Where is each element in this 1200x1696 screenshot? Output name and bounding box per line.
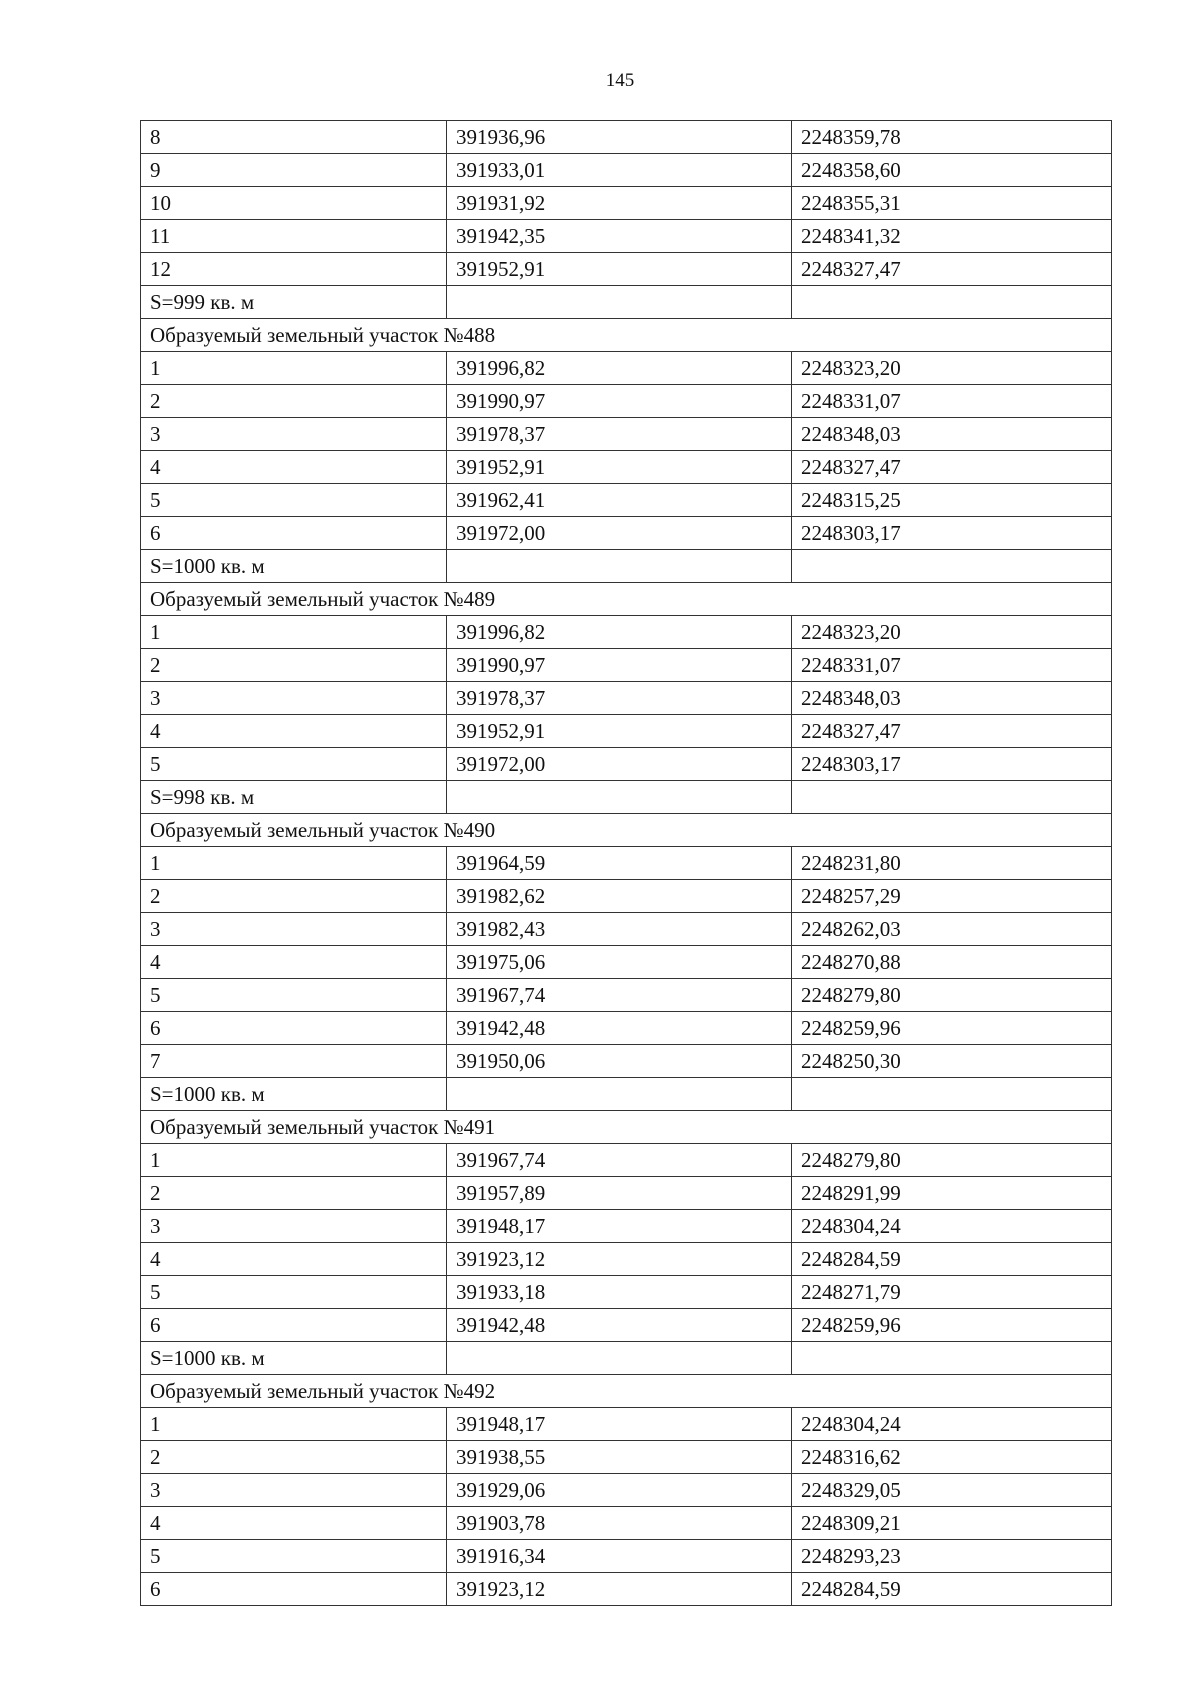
- point-number-cell: 1: [141, 352, 447, 385]
- coordinate-y-cell: 2248348,03: [792, 418, 1112, 451]
- point-row: [141, 1177, 1112, 1210]
- coordinate-x-cell: 391948,17: [447, 1210, 792, 1243]
- coordinate-y-cell: 2248323,20: [792, 352, 1112, 385]
- point-row: [141, 451, 1112, 484]
- point-number-cell: 6: [141, 1573, 447, 1606]
- point-number-cell: 2: [141, 649, 447, 682]
- coordinate-x-cell: 391996,82: [447, 616, 792, 649]
- point-row: [141, 1276, 1112, 1309]
- area-row: [141, 781, 1112, 814]
- point-row: [141, 649, 1112, 682]
- coordinate-x-cell: 391923,12: [447, 1573, 792, 1606]
- coordinate-y-cell: 2248316,62: [792, 1441, 1112, 1474]
- point-row: [141, 979, 1112, 1012]
- coordinate-y-cell: 2248284,59: [792, 1573, 1112, 1606]
- point-row: [141, 187, 1112, 220]
- point-number-cell: 10: [141, 187, 447, 220]
- coordinate-x-cell: 391990,97: [447, 385, 792, 418]
- empty-cell: [447, 1342, 792, 1375]
- point-row: [141, 715, 1112, 748]
- point-number-cell: 1: [141, 1408, 447, 1441]
- coordinates-table: [140, 120, 1112, 1606]
- coordinate-y-cell: 2248309,21: [792, 1507, 1112, 1540]
- coordinate-x-cell: 391931,92: [447, 187, 792, 220]
- empty-cell: [792, 550, 1112, 583]
- land-plot-header-row: [141, 814, 1112, 847]
- area-row: [141, 286, 1112, 319]
- point-number-cell: 6: [141, 1309, 447, 1342]
- point-number-cell: 5: [141, 1276, 447, 1309]
- coordinate-x-cell: 391942,35: [447, 220, 792, 253]
- point-number-cell: 2: [141, 1177, 447, 1210]
- point-number-cell: 3: [141, 1210, 447, 1243]
- point-row: [141, 682, 1112, 715]
- point-number-cell: 4: [141, 946, 447, 979]
- point-number-cell: 5: [141, 1540, 447, 1573]
- point-number-cell: 5: [141, 979, 447, 1012]
- area-cell: S=1000 кв. м: [141, 1342, 447, 1375]
- point-row: [141, 418, 1112, 451]
- point-number-cell: 3: [141, 418, 447, 451]
- coordinate-y-cell: 2248315,25: [792, 484, 1112, 517]
- coordinate-x-cell: 391978,37: [447, 682, 792, 715]
- coordinate-x-cell: 391950,06: [447, 1045, 792, 1078]
- coordinate-y-cell: 2248259,96: [792, 1012, 1112, 1045]
- coordinate-x-cell: 391933,01: [447, 154, 792, 187]
- point-number-cell: 5: [141, 748, 447, 781]
- point-row: [141, 253, 1112, 286]
- point-row: [141, 880, 1112, 913]
- point-row: [141, 1573, 1112, 1606]
- land-plot-title: Образуемый земельный участок №491: [141, 1111, 1112, 1144]
- coordinate-y-cell: 2248331,07: [792, 385, 1112, 418]
- point-row: [141, 517, 1112, 550]
- coordinate-x-cell: 391948,17: [447, 1408, 792, 1441]
- land-plot-title: Образуемый земельный участок №490: [141, 814, 1112, 847]
- coordinate-x-cell: 391975,06: [447, 946, 792, 979]
- point-row: [141, 121, 1112, 154]
- point-number-cell: 4: [141, 715, 447, 748]
- area-row: [141, 1342, 1112, 1375]
- area-row: [141, 1078, 1112, 1111]
- coordinate-x-cell: 391962,41: [447, 484, 792, 517]
- point-row: [141, 847, 1112, 880]
- empty-cell: [447, 781, 792, 814]
- coordinate-y-cell: 2248259,96: [792, 1309, 1112, 1342]
- land-plot-title: Образуемый земельный участок №488: [141, 319, 1112, 352]
- point-number-cell: 4: [141, 1243, 447, 1276]
- point-number-cell: 2: [141, 880, 447, 913]
- empty-cell: [447, 1078, 792, 1111]
- coordinate-x-cell: 391942,48: [447, 1309, 792, 1342]
- empty-cell: [447, 550, 792, 583]
- coordinate-x-cell: 391982,62: [447, 880, 792, 913]
- point-number-cell: 3: [141, 682, 447, 715]
- coordinate-x-cell: 391938,55: [447, 1441, 792, 1474]
- empty-cell: [792, 781, 1112, 814]
- coordinate-x-cell: 391982,43: [447, 913, 792, 946]
- point-row: [141, 1474, 1112, 1507]
- coordinate-y-cell: 2248303,17: [792, 517, 1112, 550]
- coordinate-y-cell: 2248231,80: [792, 847, 1112, 880]
- coordinate-x-cell: 391923,12: [447, 1243, 792, 1276]
- point-number-cell: 4: [141, 1507, 447, 1540]
- area-cell: S=998 кв. м: [141, 781, 447, 814]
- coordinate-x-cell: 391942,48: [447, 1012, 792, 1045]
- point-row: [141, 1012, 1112, 1045]
- point-row: [141, 1507, 1112, 1540]
- point-row: [141, 1540, 1112, 1573]
- area-cell: S=999 кв. м: [141, 286, 447, 319]
- point-row: [141, 220, 1112, 253]
- point-number-cell: 7: [141, 1045, 447, 1078]
- point-row: [141, 1441, 1112, 1474]
- coordinate-x-cell: 391936,96: [447, 121, 792, 154]
- coordinate-x-cell: 391967,74: [447, 1144, 792, 1177]
- point-row: [141, 1045, 1112, 1078]
- point-number-cell: 6: [141, 517, 447, 550]
- coordinate-y-cell: 2248327,47: [792, 715, 1112, 748]
- coordinate-y-cell: 2248279,80: [792, 979, 1112, 1012]
- coordinate-x-cell: 391952,91: [447, 451, 792, 484]
- coordinate-y-cell: 2248270,88: [792, 946, 1112, 979]
- point-number-cell: 3: [141, 1474, 447, 1507]
- point-number-cell: 9: [141, 154, 447, 187]
- point-row: [141, 385, 1112, 418]
- coordinate-y-cell: 2248303,17: [792, 748, 1112, 781]
- point-number-cell: 3: [141, 913, 447, 946]
- coordinate-y-cell: 2248355,31: [792, 187, 1112, 220]
- point-row: [141, 1144, 1112, 1177]
- coordinate-y-cell: 2248304,24: [792, 1210, 1112, 1243]
- point-row: [141, 616, 1112, 649]
- point-row: [141, 1243, 1112, 1276]
- area-cell: S=1000 кв. м: [141, 550, 447, 583]
- area-cell: S=1000 кв. м: [141, 1078, 447, 1111]
- page-number: 145: [605, 70, 635, 91]
- coordinate-x-cell: 391957,89: [447, 1177, 792, 1210]
- point-number-cell: 6: [141, 1012, 447, 1045]
- empty-cell: [792, 286, 1112, 319]
- coordinate-x-cell: 391972,00: [447, 517, 792, 550]
- coordinate-y-cell: 2248291,99: [792, 1177, 1112, 1210]
- point-row: [141, 1309, 1112, 1342]
- coordinate-y-cell: 2248358,60: [792, 154, 1112, 187]
- coordinate-y-cell: 2248262,03: [792, 913, 1112, 946]
- point-row: [141, 352, 1112, 385]
- empty-cell: [792, 1342, 1112, 1375]
- coordinate-y-cell: 2248327,47: [792, 253, 1112, 286]
- point-number-cell: 2: [141, 1441, 447, 1474]
- point-number-cell: 2: [141, 385, 447, 418]
- coordinate-y-cell: 2248284,59: [792, 1243, 1112, 1276]
- coordinate-x-cell: 391978,37: [447, 418, 792, 451]
- coordinate-y-cell: 2248293,23: [792, 1540, 1112, 1573]
- point-number-cell: 12: [141, 253, 447, 286]
- coordinate-x-cell: 391972,00: [447, 748, 792, 781]
- coordinate-x-cell: 391996,82: [447, 352, 792, 385]
- land-plot-header-row: [141, 1111, 1112, 1144]
- coordinate-y-cell: 2248329,05: [792, 1474, 1112, 1507]
- point-row: [141, 1210, 1112, 1243]
- point-row: [141, 913, 1112, 946]
- coordinate-x-cell: 391952,91: [447, 253, 792, 286]
- coordinate-x-cell: 391967,74: [447, 979, 792, 1012]
- point-row: [141, 748, 1112, 781]
- coordinates-table-body: [141, 121, 1112, 1606]
- point-row: [141, 484, 1112, 517]
- coordinate-y-cell: 2248250,30: [792, 1045, 1112, 1078]
- empty-cell: [792, 1078, 1112, 1111]
- land-plot-header-row: [141, 319, 1112, 352]
- area-row: [141, 550, 1112, 583]
- point-number-cell: 5: [141, 484, 447, 517]
- point-row: [141, 946, 1112, 979]
- coordinate-y-cell: 2248348,03: [792, 682, 1112, 715]
- coordinate-x-cell: 391990,97: [447, 649, 792, 682]
- coordinate-y-cell: 2248257,29: [792, 880, 1112, 913]
- point-number-cell: 11: [141, 220, 447, 253]
- land-plot-title: Образуемый земельный участок №492: [141, 1375, 1112, 1408]
- point-number-cell: 1: [141, 1144, 447, 1177]
- land-plot-header-row: [141, 583, 1112, 616]
- coordinate-y-cell: 2248323,20: [792, 616, 1112, 649]
- land-plot-header-row: [141, 1375, 1112, 1408]
- coordinate-x-cell: 391903,78: [447, 1507, 792, 1540]
- coordinate-x-cell: 391964,59: [447, 847, 792, 880]
- coordinate-y-cell: 2248359,78: [792, 121, 1112, 154]
- empty-cell: [447, 286, 792, 319]
- coordinate-y-cell: 2248327,47: [792, 451, 1112, 484]
- coordinate-y-cell: 2248304,24: [792, 1408, 1112, 1441]
- coordinate-y-cell: 2248341,32: [792, 220, 1112, 253]
- coordinate-x-cell: 391929,06: [447, 1474, 792, 1507]
- land-plot-title: Образуемый земельный участок №489: [141, 583, 1112, 616]
- point-number-cell: 8: [141, 121, 447, 154]
- point-number-cell: 1: [141, 847, 447, 880]
- point-number-cell: 4: [141, 451, 447, 484]
- point-row: [141, 1408, 1112, 1441]
- coordinate-x-cell: 391916,34: [447, 1540, 792, 1573]
- coordinate-y-cell: 2248271,79: [792, 1276, 1112, 1309]
- coordinate-y-cell: 2248279,80: [792, 1144, 1112, 1177]
- point-number-cell: 1: [141, 616, 447, 649]
- point-row: [141, 154, 1112, 187]
- coordinate-y-cell: 2248331,07: [792, 649, 1112, 682]
- coordinate-x-cell: 391952,91: [447, 715, 792, 748]
- coordinate-x-cell: 391933,18: [447, 1276, 792, 1309]
